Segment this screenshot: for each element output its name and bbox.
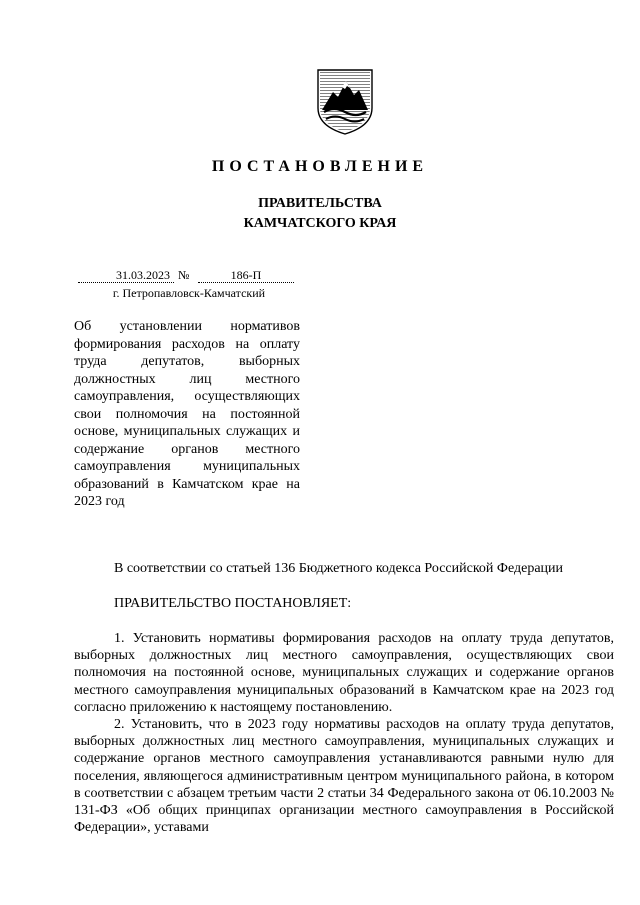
- issuer-line-1: ПРАВИТЕЛЬСТВА: [258, 196, 382, 211]
- issuer-line-2: КАМЧАТСКОГО КРАЯ: [243, 216, 397, 231]
- document-date: 31.03.2023: [78, 268, 174, 283]
- document-title: ПОСТАНОВЛЕНИЕ: [211, 158, 429, 175]
- paragraph-2: 2. Установить, что в 2023 году нормативы расходов на оплату труда депутатов, выборных должностных лиц местного самоуправления, муниципальных служащих и содержание органов местного самоуправления устанавливаются равными нулю для поселения, являющегося административным центром муниципального района, в котором в соответствии с абзацем третьим части 2 статьи 34 Федерального закона от 06.10.2003 № 131-ФЗ «Об общих принципах организации местного самоуправления в Российской Федерации», уставами: [74, 717, 614, 836]
- decree-statement: ПРАВИТЕЛЬСТВО ПОСТАНОВЛЯЕТ:: [114, 596, 352, 611]
- number-sign: №: [178, 268, 190, 282]
- document-city: г. Петропавловск-Камчатский: [112, 286, 266, 300]
- kamchatka-emblem-icon: [316, 68, 374, 136]
- document-number: 186-П: [198, 268, 294, 283]
- document-meta: [78, 268, 300, 300]
- legal-basis: В соответствии со статьей 136 Бюджетного кодекса Российской Федерации: [114, 561, 564, 576]
- paragraph-1: 1. Установить нормативы формирования расходов на оплату труда депутатов, выборных должностных лиц местного самоуправления, осуществляющих свои полномочия на постоянной основе, муниципальных служащих и содержание органов местного самоуправления муниципальных образований в Камчатском крае на 2023 год согласно приложению к настоящему постановлению.: [74, 631, 614, 715]
- issuer: [0, 194, 640, 234]
- document-body: [74, 630, 614, 836]
- document-subject: Об установлении нормативов формирования расходов на оплату труда депутатов, выборных должностных лиц местного самоуправления, осуществляющих свои полномочия на постоянной основе, муниципальных служащих и содержание органов местного самоуправления муниципальных образований в Камчатском крае на 2023 год: [74, 319, 300, 509]
